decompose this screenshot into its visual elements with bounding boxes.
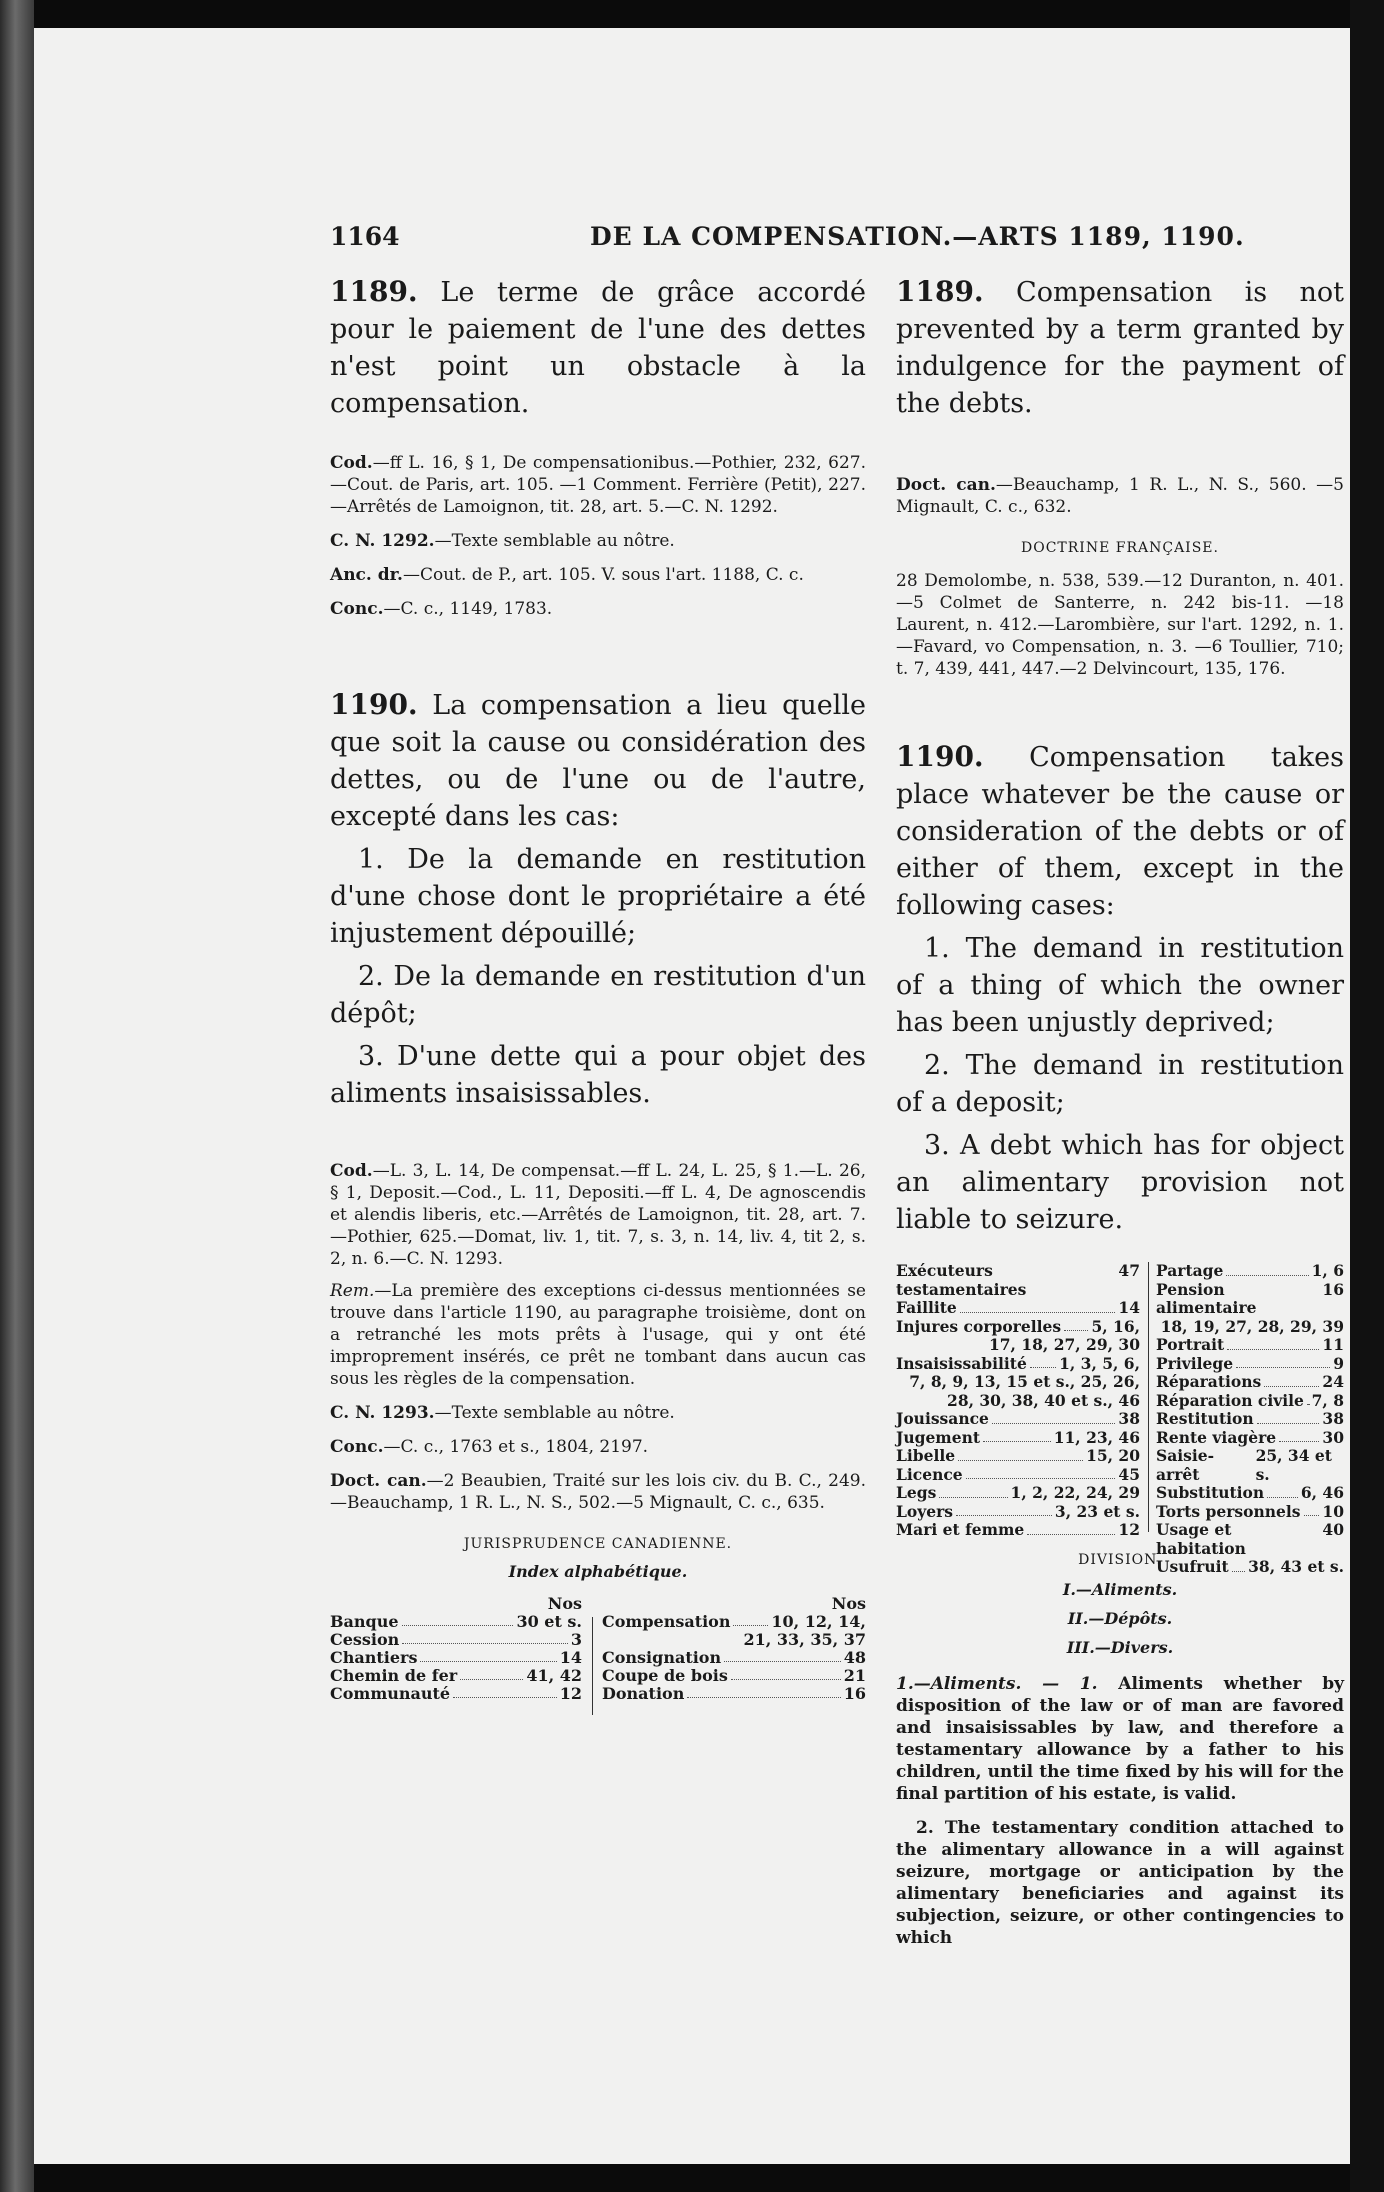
- article-1189-en: [896, 273, 1344, 422]
- note-cn-1292: [330, 530, 866, 552]
- article-number: 1190.: [896, 740, 984, 773]
- index-entry: Communauté 12: [330, 1684, 582, 1703]
- note-label: Cod.: [330, 1161, 373, 1181]
- entry-label: 2.: [916, 1818, 934, 1838]
- article-1190-en: [896, 738, 1344, 924]
- note-text: —2 Beaubien, Traité sur les lois civ. du B. C., 249.—Beauchamp, 1 R. L., N. S., 502.—5 Mignault, C. c., 635.: [330, 1471, 866, 1513]
- index-divider: [1148, 1262, 1149, 1532]
- note-rem: [330, 1280, 866, 1390]
- article-1190-en-item-2: 2. The demand in restitution of a deposit;: [896, 1050, 1344, 1118]
- article-number: 1190.: [330, 688, 418, 721]
- note-label: C. N. 1292.: [330, 531, 435, 551]
- index-entry: Privilege 9: [1156, 1353, 1344, 1373]
- book-binding: [0, 0, 34, 2192]
- index-col-a: [330, 1595, 582, 1703]
- index-entry: Licence 45: [896, 1464, 1140, 1484]
- index-entry: Banque 30 et s.: [330, 1612, 582, 1631]
- index-entry: Usufruit 38, 43 et s.: [1156, 1557, 1344, 1576]
- index-entry: Restitution 38: [1156, 1409, 1344, 1428]
- index-entry: Faillite 14: [896, 1298, 1140, 1317]
- note-text: —C. c., 1763 et s., 1804, 2197.: [383, 1437, 649, 1457]
- article-1190-en-item-3: 3. A debt which has for object an alimentary provision not liable to seizure.: [896, 1130, 1344, 1235]
- index-entry: Donation 16: [602, 1684, 866, 1703]
- right-scan-edge: [1350, 0, 1384, 2192]
- index-divider: [592, 1617, 593, 1715]
- index-entry: Legs 1, 2, 22, 24, 29: [896, 1483, 1140, 1502]
- index-entry: Libelle 15, 20: [896, 1446, 1140, 1465]
- nos-header: Nos: [831, 1594, 866, 1613]
- page-number: 1164: [330, 222, 400, 251]
- index-table-left: [330, 1595, 866, 1715]
- index-entry: 17, 18, 27, 29, 30: [988, 1335, 1140, 1354]
- note-cod-1190: [330, 1160, 866, 1270]
- index-entry: Pension alimentaire 16: [1156, 1279, 1344, 1317]
- note-conc-1190: [330, 1436, 866, 1458]
- division-item-2: II.—Dépôts.: [1067, 1609, 1173, 1628]
- note-label: Doct. can.: [330, 1471, 427, 1491]
- book-page: [34, 28, 1350, 2164]
- index-entry: Coupe de bois 21: [602, 1666, 866, 1685]
- index-heading: Index alphabétique.: [508, 1562, 688, 1581]
- article-1190-fr: [330, 686, 866, 835]
- article-number: 1189.: [330, 275, 418, 308]
- note-text: —C. c., 1149, 1783.: [383, 599, 553, 619]
- article-text: Compensation takes place whatever be the cause or consideration of the debts or of either of them, except in the following cases:: [896, 742, 1344, 921]
- note-label: C. N. 1293.: [330, 1403, 435, 1423]
- article-1190-fr-item-2: 2. De la demande en restitution d'un dépôt;: [330, 961, 866, 1029]
- article-1189-fr: [330, 273, 866, 422]
- index-entry: 28, 30, 38, 40 et s., 46: [947, 1390, 1140, 1410]
- note-anc-dr: [330, 564, 866, 586]
- note-text: —Texte semblable au nôtre.: [434, 531, 675, 551]
- index-entry: Saisie-arrêt 25, 34 et s.: [1156, 1446, 1332, 1484]
- note-cn-1293: [330, 1402, 866, 1424]
- index-entry: 7, 8, 9, 13, 15 et s., 25, 26,: [909, 1372, 1140, 1391]
- note-text: —ff L. 16, § 1, De compensationibus.—Pothier, 232, 627.—Cout. de Paris, art. 105. —1 Comment. Ferrière (Petit), 227.—Arrêtés de Lamoignon, tit. 28, art. 5.—C. N. 1292.: [330, 453, 866, 517]
- jurisprudence-entry-1: [896, 1673, 1344, 1805]
- index-entry: Injures corporelles 5, 16,: [896, 1316, 1140, 1336]
- article-1190-en-item-1: 1. The demand in restitution of a thing of which the owner has been unjustly deprived;: [896, 933, 1344, 1038]
- note-doct-can-1189: [896, 474, 1344, 518]
- note-label: Conc.: [330, 1437, 384, 1457]
- index-col-b: [1156, 1262, 1344, 1577]
- index-entry: Chemin de fer 41, 42: [330, 1666, 582, 1685]
- right-column: [896, 273, 1344, 1949]
- entry-label: 1.—Aliments. — 1.: [896, 1674, 1098, 1694]
- entry-text: Aliments whether by disposition of the law or of man are favored and insaisissables by law, and therefore a testamentary allowance by a father to his children, until the time fixed by his will for the final partition of his estate, is valid.: [896, 1674, 1344, 1804]
- note-text: —Texte semblable au nôtre.: [434, 1403, 675, 1423]
- article-number: 1189.: [896, 275, 984, 308]
- nos-header: Nos: [547, 1594, 582, 1613]
- index-entry: Chantiers 14: [330, 1648, 582, 1667]
- note-label: Anc. dr.: [330, 565, 403, 585]
- note-text: —La première des exceptions ci-dessus mentionnées se trouve dans l'article 1190, au paragraphe troisième, dont on a retranché les mots prêts à l'usage, qui y ont été improprement insérés, ce prêt ne tombant dans aucun cas sous les règles de la compensation.: [330, 1281, 866, 1389]
- index-entry: Mari et femme 12: [896, 1520, 1140, 1539]
- note-doct-can-1190: [330, 1470, 866, 1514]
- index-entry: Rente viagère 30: [1156, 1427, 1344, 1447]
- index-entry: Réparations 24: [1156, 1372, 1344, 1391]
- note-label: Conc.: [330, 599, 384, 619]
- article-1190-fr-item-1: 1. De la demande en restitution d'une chose dont le propriétaire a été injustement dépouillé;: [330, 844, 866, 949]
- note-text: —Cout. de P., art. 105. V. sous l'art. 1188, C. c.: [402, 565, 804, 585]
- running-title: DE LA COMPENSATION.—ARTS 1189, 1190.: [590, 222, 1245, 251]
- index-col-a: [896, 1262, 1140, 1540]
- note-text: —Beauchamp, 1 R. L., N. S., 560. —5 Mignault, C. c., 632.: [896, 475, 1344, 517]
- note-cod-1189: [330, 452, 866, 518]
- index-entry: Cession 3: [330, 1630, 582, 1649]
- note-label: Cod.: [330, 453, 373, 473]
- entry-text: The testamentary condition attached to the alimentary allowance in a will against seizure, mortgage or anticipation by the alimentary beneficiaries and against its subjection, seizure, or other contingencies to which: [896, 1818, 1344, 1948]
- article-text: Le terme de grâce accordé pour le paiement de l'une des dettes n'est point un obstacle à la compensation.: [330, 277, 866, 419]
- index-entry: 18, 19, 27, 28, 29, 39: [1160, 1316, 1344, 1336]
- index-entry: Réparation civile 7, 8: [1156, 1390, 1344, 1410]
- index-entry: Compensation 10, 12, 14,: [602, 1612, 866, 1631]
- index-entry: Usage et habitation 40: [1156, 1520, 1344, 1558]
- article-text: La compensation a lieu quelle que soit la cause ou considération des dettes, ou de l'une ou de l'autre, excepté dans les cas:: [330, 690, 866, 832]
- index-entry: Portrait 11: [1156, 1335, 1344, 1354]
- note-label: Doct. can.: [896, 475, 996, 495]
- index-entry: Jugement 11, 23, 46: [896, 1427, 1140, 1447]
- index-entry: Partage 1, 6: [1156, 1261, 1344, 1280]
- index-col-b: [602, 1595, 866, 1703]
- index-entry: Substitution 6, 46: [1156, 1483, 1344, 1502]
- left-column: [330, 273, 866, 1715]
- index-entry: Exécuteurs testamentaires 47: [896, 1261, 1140, 1299]
- article-1190-fr-item-3: 3. D'une dette qui a pour objet des aliments insaisissables.: [330, 1041, 866, 1109]
- doctrine-heading: DOCTRINE FRANÇAISE.: [1021, 540, 1219, 556]
- article-text: Compensation is not prevented by a term granted by indulgence for the payment of the debts.: [896, 277, 1344, 419]
- note-label: Rem.: [330, 1281, 375, 1301]
- jurisprudence-entry-2: [896, 1817, 1344, 1949]
- index-entry: Insaisissabilité 1, 3, 5, 6,: [896, 1353, 1140, 1373]
- division-item-1: I.—Aliments.: [1062, 1580, 1178, 1599]
- index-entry: Jouissance 38: [896, 1409, 1140, 1428]
- index-entry: Loyers 3, 23 et s.: [896, 1501, 1140, 1521]
- jurisprudence-heading: JURISPRUDENCE CANADIENNE.: [463, 1536, 733, 1552]
- doctrine-text: 28 Demolombe, n. 538, 539.—12 Duranton, n. 401.—5 Colmet de Santerre, n. 242 bis-11. —18 Laurent, n. 412.—Larombière, sur l'art. 1292, n. 1.—Favard, vo Compensation, n. 3. —6 Toullier, 710; t. 7, 439, 441, 447.—2 Delvincourt, 135, 176.: [896, 571, 1344, 679]
- index-entry: 21, 33, 35, 37: [743, 1630, 866, 1649]
- index-entry: Consignation 48: [602, 1648, 866, 1667]
- note-conc-1189: [330, 598, 866, 620]
- note-text: —L. 3, L. 14, De compensat.—ff L. 24, L. 25, § 1.—L. 26, § 1, Deposit.—Cod., L. 11, Depositi.—ff L. 4, De agnoscendis et alendis liberis, etc.—Arrêtés de Lamoignon, tit. 28, art. 7.—Pothier, 625.—Domat, liv. 1, tit. 7, s. 3, n. 14, liv. 4, tit 2, s. 2, n. 6.—C. N. 1293.: [330, 1161, 866, 1269]
- index-entry: Torts personnels 10: [1156, 1501, 1344, 1521]
- division-item-3: III.—Divers.: [1066, 1638, 1174, 1657]
- division-heading: DIVISION.: [1078, 1552, 1162, 1568]
